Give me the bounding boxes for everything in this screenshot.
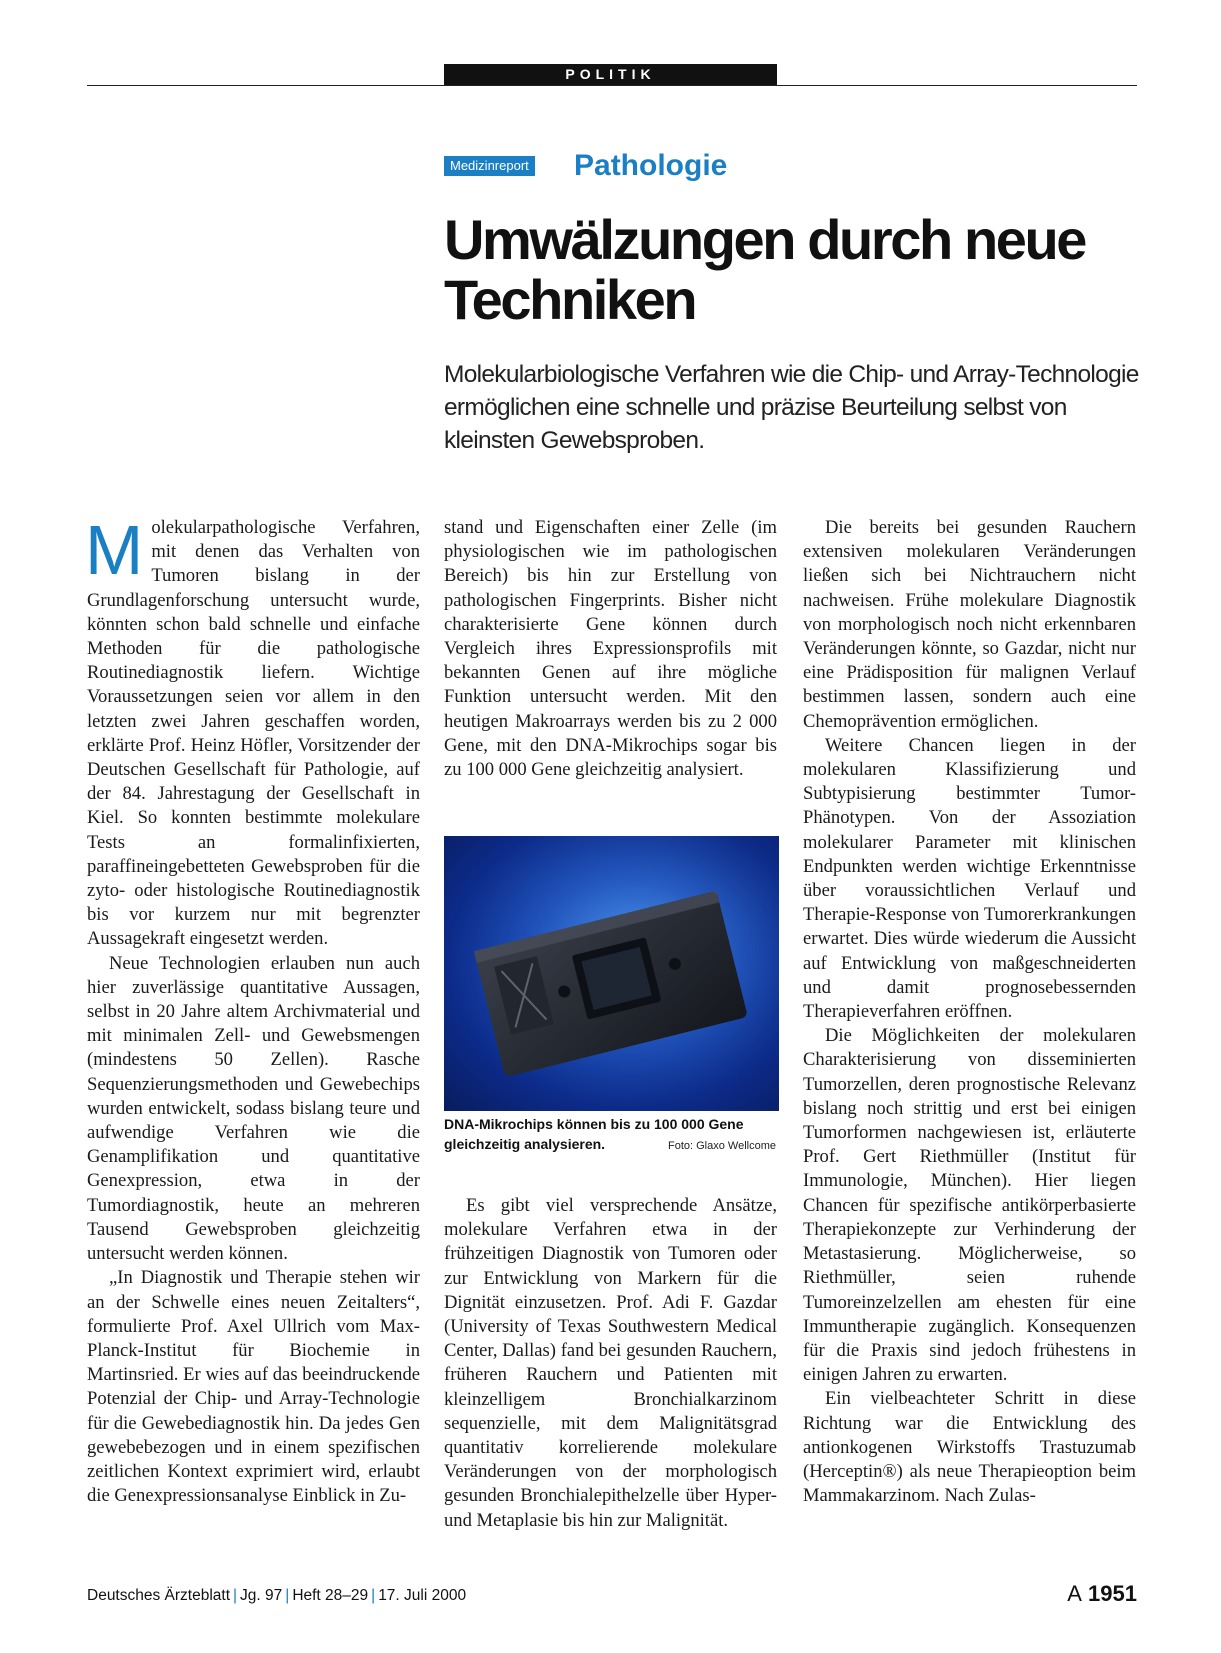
- paragraph: [85, 511, 420, 952]
- paragraph: Die bereits bei gesunden Rauchern extensiven molekularen Veränderungen ließen sich bei Nichtrauchern nicht nachweisen. Frühe molekulare Diagnostik von morphologisch noch nicht erkennbaren Veränderungen könnte, so Gazdar, nicht nur eine Prädisposition für malignen Verlauf bestimmen lassen, sondern auch eine Chemoprävention ermöglichen.: [803, 517, 1136, 732]
- article-subtitle: Molekularbiologische Verfahren wie die Chip- und Array-Technologie ermöglichen eine schnelle und präzise Beurteilung selbst von kleinsten Gewebsproben.: [444, 361, 1139, 454]
- paragraph: Ein vielbeachteter Schritt in diese Richtung war die Entwicklung des antionkogenen Wirkstoffs Trastuzumab (Herceptin®) als neue Therapieoption beim Mammakarzinom. Nach Zulas-: [803, 1388, 1136, 1507]
- paragraph: Es gibt viel versprechende Ansätze, molekulare Verfahren etwa in der frühzeitigen Diagnostik von Tumoren oder zur Entwicklung von Markern für die Dignität einzusetzen. Prof. Adi F. Gazdar (University of Texas Southwestern Medical Center, Dallas) fand bei gesunden Rauchern, früheren Rauchern und Patienten mit kleinzelligem Bronchialkarzinom sequenzielle, mit dem Malignitätsgrad quantitativ korrelierende molekulare Veränderungen von der morphologisch gesunden Bronchialepithelzelle über Hyper- und Metaplasie bis hin zur Malignität.: [444, 1195, 777, 1531]
- journal-volume: Jg. 97: [240, 1587, 283, 1604]
- page-number: [1067, 1582, 1137, 1606]
- article-column-2-continued: [444, 1194, 777, 1533]
- header-rule: [87, 85, 1137, 86]
- footer-separator: |: [233, 1587, 238, 1604]
- dna-microchip-photo: [444, 836, 779, 1111]
- article-column-1: [85, 511, 420, 1508]
- journal-issue: Heft 28–29: [292, 1587, 369, 1604]
- photo-credit: Foto: Glaxo Wellcome: [668, 1140, 777, 1152]
- paragraph: Neue Technologien erlauben nun auch hier zuverlässige quantitative Aussagen, selbst in 20 Jahre altem Archivmaterial und mit minimalen Zell- und Gewebsmengen (mindestens 50 Zellen). Rasche Sequenzierungsmethoden und Gewebechips wurden entwickelt, sodass bislang teure und aufwendige Verfahren wie die Genamplifikation und quantitative Genexpression, etwa in der Tumordiagnostik, heute an mehreren Tausend Gewebsproben gleichzeitig untersucht werden können.: [87, 952, 420, 1265]
- paragraph: Weitere Chancen liegen in der molekularen Klassifizierung und Subtypisierung bestimmter Tumor-Phänotypen. Von der Assoziation molekularer Parameter mit klinischen Endpunkten werden wichtige Erkenntnisse über voraussichtlichen Verlauf und Therapie-Response von Tumorerkrankungen erwartet. Dies würde wiederum die Aussicht auf Entwicklung von maßgeschneiderten und damit prognosebessernden Therapieverfahren eröffnen.: [803, 734, 1136, 1023]
- topic-label: Pathologie: [574, 149, 728, 182]
- article-column-2: [444, 516, 777, 782]
- paragraph: „In Diagnostik und Therapie stehen wir an der Schwelle eines neuen Zeitalters“, formulierte Prof. Axel Ullrich vom Max-Planck-Institut für Biochemie in Martinsried. Er wies auf das beeindruckende Potenzial der Chip- und Array-Technologie für die Gewebediagnostik hin. Da jedes Gen gewebebezogen und in einem spezifischen zeitlichen Kontext exprimiert wird, erlaubt die Genexpressionsanalyse Einblick in Zu-: [87, 1267, 420, 1507]
- page-footer: [87, 1586, 466, 1606]
- figure-caption: DNA-Mikrochips können bis zu 100 000 Gene gleichzeitig analysieren.: [444, 1116, 744, 1152]
- footer-separator: |: [371, 1587, 376, 1604]
- paragraph: stand und Eigenschaften einer Zelle (im physiologischen wie im pathologischen Bereich) bis hin zur Erstellung von pathologischen Fingerprints. Bisher nicht charakterisierte Gene können durch Vergleich ihres Expressionsprofils mit bekannten Genen auf ihre mögliche Funktion untersucht werden. Mit den heutigen Makroarrays werden bis zu 2 000 Gene, mit den DNA-Mikrochips sogar bis zu 100 000 Gene gleichzeitig analysiert.: [444, 517, 777, 781]
- page-prefix: A: [1067, 1581, 1082, 1606]
- section-label: POLITIK: [444, 64, 777, 85]
- paragraph: Die Möglichkeiten der molekularen Charakterisierung von disseminierten Tumorzellen, deren prognostische Relevanz bislang noch strittig und erst bei einigen Tumorformen nachgewiesen ist, erläuterte Prof. Gert Riethmüller (Institut für Immunologie, München). Hier liegen Chancen für spezifische antikörperbasierte Therapiekonzepte zur Verhinderung der Metastasierung. Möglicherweise, so Riethmüller, seien ruhende Tumoreinzelzellen am ehesten für eine Immuntherapie zugänglich. Konsequenzen für die Praxis sind jedoch frühestens in einigen Jahren zu erwarten.: [803, 1025, 1136, 1386]
- footer-separator: |: [285, 1587, 290, 1604]
- article-headline: Umwälzungen durch neue Techniken: [444, 208, 1086, 331]
- drop-cap: M: [85, 511, 144, 589]
- page-number-value: 1951: [1088, 1581, 1137, 1606]
- journal-name: Deutsches Ärzteblatt: [87, 1587, 231, 1604]
- microchip-illustration: [444, 836, 779, 1111]
- article-column-3: [803, 516, 1136, 1508]
- issue-date: 17. Juli 2000: [378, 1587, 467, 1604]
- paragraph-text: olekularpathologische Verfahren, mit denen das Verhalten von Tumoren bislang in der Grundlagenforschung untersucht wurde, könnten schon bald schnelle und einfache Methoden für die pathologische Routinediagnostik liefern. Wichtige Voraussetzungen seien vor allem in den letzten zwei Jahren geschaffen worden, erklärte Prof. Heinz Höfler, Vorsitzender der Deutschen Gesellschaft für Pathologie, auf der 84. Jahrestagung der Gesellschaft in Kiel. So konnten bestimmte molekulare Tests an formalinfixierten, paraffineingebetteten Gewebsproben für die zyto- oder histologische Routinediagnostik bis vor kurzem nur mit begrenzter Aussagekraft eingesetzt werden.: [87, 517, 420, 950]
- category-tag: Medizinreport: [444, 156, 535, 176]
